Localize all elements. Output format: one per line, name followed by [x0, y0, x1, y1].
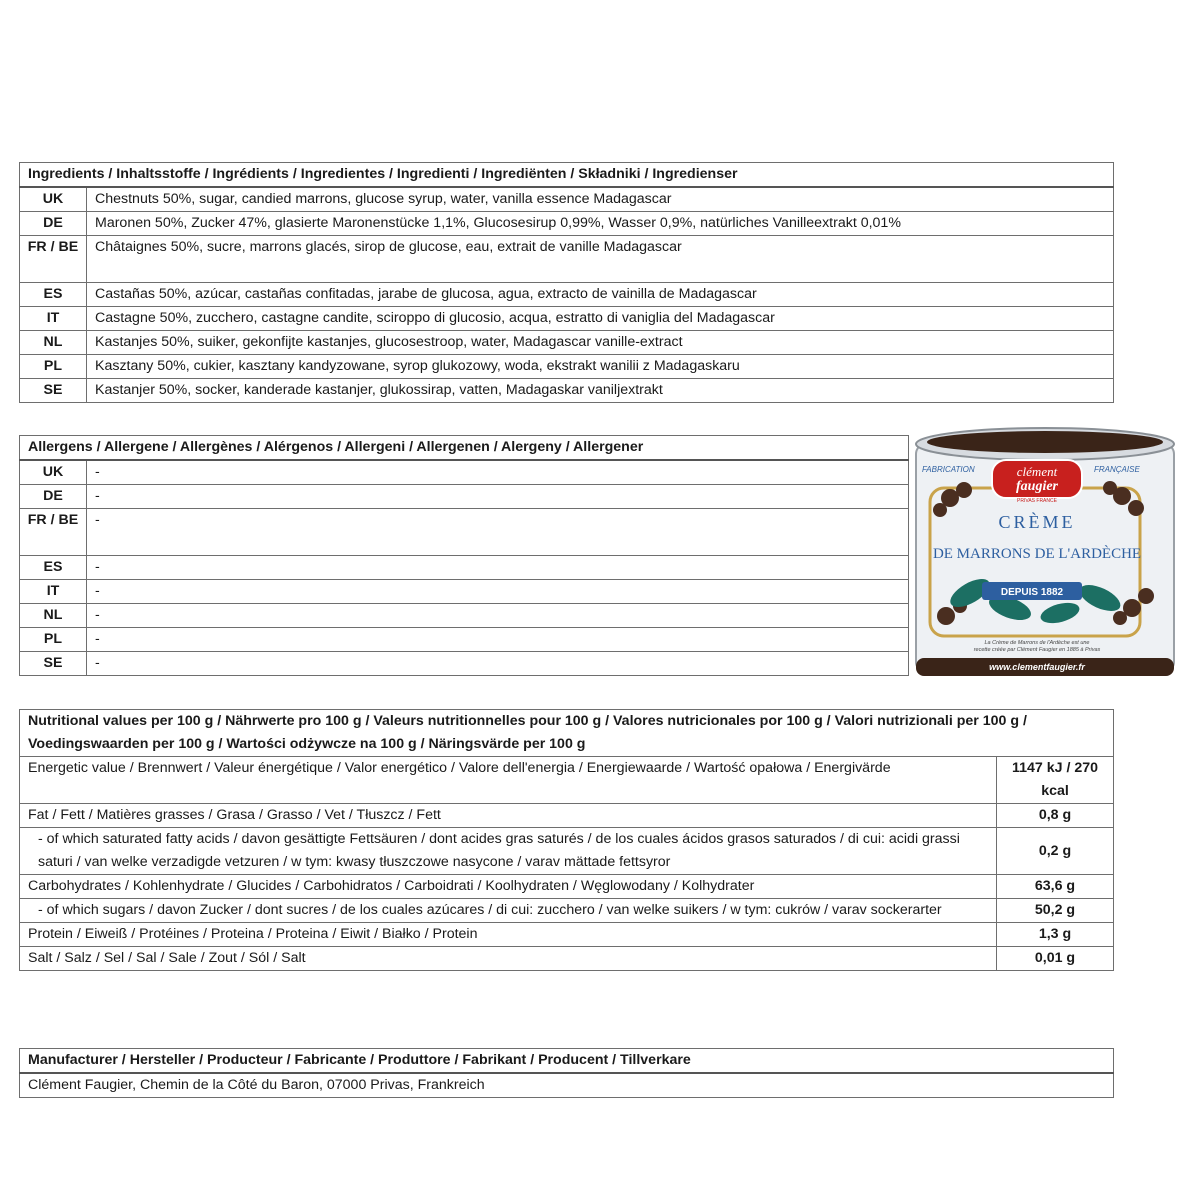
allergen-text: - — [87, 652, 909, 676]
table-row — [20, 460, 909, 485]
nutrient-label: - of which sugars / davon Zucker / dont sucres / de los cuales azúcares / di cui: zucchero / van welke suikers / w tym: cukrów / varav sockerarter — [20, 899, 997, 923]
ingredients-table — [19, 162, 1114, 403]
brand-line2: faugier — [1016, 479, 1058, 494]
nutrient-value: 50,2 g — [997, 899, 1114, 923]
table-row — [20, 899, 1114, 923]
ingredients-header: Ingredients / Inhaltsstoffe / Ingrédients / Ingredientes / Ingredienti / Ingrediënten / Składniki / Ingredienser — [20, 163, 1114, 188]
nutrient-label: Fat / Fett / Matières grasses / Grasa / Grasso / Vet / Tłuszcz / Fett — [20, 804, 997, 828]
manufacturer-table — [19, 1048, 1114, 1098]
nutrient-label: - of which saturated fatty acids / davon gesättigte Fettsäuren / dont acides gras saturés / de los cuales ácidos grasos saturados / di cui: acidi grassi saturi / van welke verzadigde vetzuren / w tym: kwasy tłuszczowe nasycone / varav mättade fettsyror — [20, 828, 997, 875]
nutrient-value: 0,8 g — [997, 804, 1114, 828]
country-code: UK — [20, 187, 87, 212]
ingredient-text: Castañas 50%, azúcar, castañas confitadas, jarabe de glucosa, agua, extracto de vainilla de Madagascar — [87, 283, 1114, 307]
nutrient-value: 63,6 g — [997, 875, 1114, 899]
product-title-line1: CRÈME — [998, 512, 1076, 532]
since-banner: DEPUIS 1882 — [1000, 587, 1064, 598]
table-row — [20, 828, 1114, 875]
table-row — [20, 331, 1114, 355]
table-row — [20, 804, 1114, 828]
allergen-text: - — [87, 460, 909, 485]
table-row — [20, 923, 1114, 947]
ingredient-text: Châtaignes 50%, sucre, marrons glacés, sirop de glucose, eau, extrait de vanille Madagascar — [87, 236, 1114, 283]
table-row — [20, 187, 1114, 212]
table-row — [20, 307, 1114, 331]
allergen-text: - — [87, 628, 909, 652]
country-code: UK — [20, 460, 87, 485]
country-code: PL — [20, 355, 87, 379]
nutrient-value: 0,2 g — [997, 828, 1114, 875]
manufacturer-address: Clément Faugier, Chemin de la Côté du Baron, 07000 Privas, Frankreich — [20, 1073, 1114, 1098]
table-row — [20, 947, 1114, 971]
product-title-line2: DE MARRONS DE L'ARDÈCHE — [932, 546, 1142, 562]
ingredient-text: Kastanjes 50%, suiker, gekonfijte kastanjes, glucosestroop, water, Madagascar vanille-extract — [87, 331, 1114, 355]
table-row — [20, 379, 1114, 403]
ingredient-text: Castagne 50%, zucchero, castagne candite, sciroppo di glucosio, acqua, estratto di vaniglia del Madagascar — [87, 307, 1114, 331]
brand-sub: PRIVAS FRANCE — [1017, 498, 1057, 504]
table-row — [20, 485, 909, 509]
table-row — [20, 604, 909, 628]
table-row — [20, 652, 909, 676]
ingredient-text: Kasztany 50%, cukier, kasztany kandyzowane, syrop glukozowy, woda, ekstrakt wanilii z Madagaskaru — [87, 355, 1114, 379]
country-code: SE — [20, 379, 87, 403]
nutrient-value: 0,01 g — [997, 947, 1114, 971]
ingredient-text: Maronen 50%, Zucker 47%, glasierte Maronenstücke 1,1%, Glucosesirup 0,99%, Wasser 0,9%, natürliches Vanilleextrakt 0,01% — [87, 212, 1114, 236]
country-code: SE — [20, 652, 87, 676]
ingredient-text: Chestnuts 50%, sugar, candied marrons, glucose syrup, water, vanilla essence Madagascar — [87, 187, 1114, 212]
table-row — [20, 556, 909, 580]
table-row — [20, 628, 909, 652]
allergen-text: - — [87, 485, 909, 509]
country-code: IT — [20, 307, 87, 331]
allergen-text: - — [87, 604, 909, 628]
product-blurb-line2: recette créée par Clément Faugier en 1885 à Privas — [973, 647, 1101, 653]
nutrient-label: Energetic value / Brennwert / Valeur énergétique / Valor energético / Valore dell'energia / Energiewaarde / Wartość opałowa / Energivärde — [20, 757, 997, 804]
ingredient-text: Kastanjer 50%, socker, kanderade kastanjer, glukossirap, vatten, Madagaskar vaniljextrakt — [87, 379, 1114, 403]
country-code: DE — [20, 485, 87, 509]
nutrition-header: Nutritional values per 100 g / Nährwerte pro 100 g / Valeurs nutritionnelles pour 100 g / Valores nutricionales por 100 g / Valori nutrizionali per 100 g / Voedingswaarden per 100 g / Wartości odżywcze na 100 g / Näringsvärde per 100 g — [20, 710, 1114, 757]
table-row — [20, 757, 1114, 804]
allergens-header: Allergens / Allergene / Allergènes / Alérgenos / Allergeni / Allergenen / Alergeny / Allergener — [20, 436, 909, 461]
nutrient-label: Salt / Salz / Sel / Sal / Sale / Zout / Sól / Salt — [20, 947, 997, 971]
table-row — [20, 1073, 1114, 1098]
country-code: FR / BE — [20, 236, 87, 283]
country-code: DE — [20, 212, 87, 236]
nutrient-value: 1147 kJ / 270 kcal — [997, 757, 1114, 804]
country-code: FR / BE — [20, 509, 87, 556]
manufacturer-header: Manufacturer / Hersteller / Producteur / Fabricante / Produttore / Fabrikant / Producent / Tillverkare — [20, 1049, 1114, 1074]
nutrition-table — [19, 709, 1114, 971]
country-code: ES — [20, 556, 87, 580]
brand-line1: clément — [1016, 464, 1058, 479]
country-code: ES — [20, 283, 87, 307]
nutrient-label: Protein / Eiweiß / Protéines / Proteina / Proteina / Eiwit / Białko / Protein — [20, 923, 997, 947]
allergen-text: - — [87, 509, 909, 556]
table-row — [20, 212, 1114, 236]
table-row — [20, 355, 1114, 379]
table-row — [20, 580, 909, 604]
fabrication-right: FRANÇAISE — [1094, 465, 1140, 474]
fabrication-left: FABRICATION — [922, 465, 975, 474]
allergen-text: - — [87, 556, 909, 580]
country-code: NL — [20, 331, 87, 355]
allergen-text: - — [87, 580, 909, 604]
product-can-image — [910, 418, 1182, 690]
nutrient-value: 1,3 g — [997, 923, 1114, 947]
country-code: PL — [20, 628, 87, 652]
table-row — [20, 875, 1114, 899]
product-website: www.clementfaugier.fr — [989, 662, 1085, 672]
allergens-table — [19, 435, 909, 676]
table-row — [20, 509, 909, 556]
nutrient-label: Carbohydrates / Kohlenhydrate / Glucides / Carbohidratos / Carboidrati / Koolhydraten / Węglowodany / Kolhydrater — [20, 875, 997, 899]
product-blurb-line1: La Crème de Marrons de l'Ardèche est une — [984, 640, 1090, 646]
country-code: IT — [20, 580, 87, 604]
table-row — [20, 283, 1114, 307]
table-row — [20, 236, 1114, 283]
country-code: NL — [20, 604, 87, 628]
